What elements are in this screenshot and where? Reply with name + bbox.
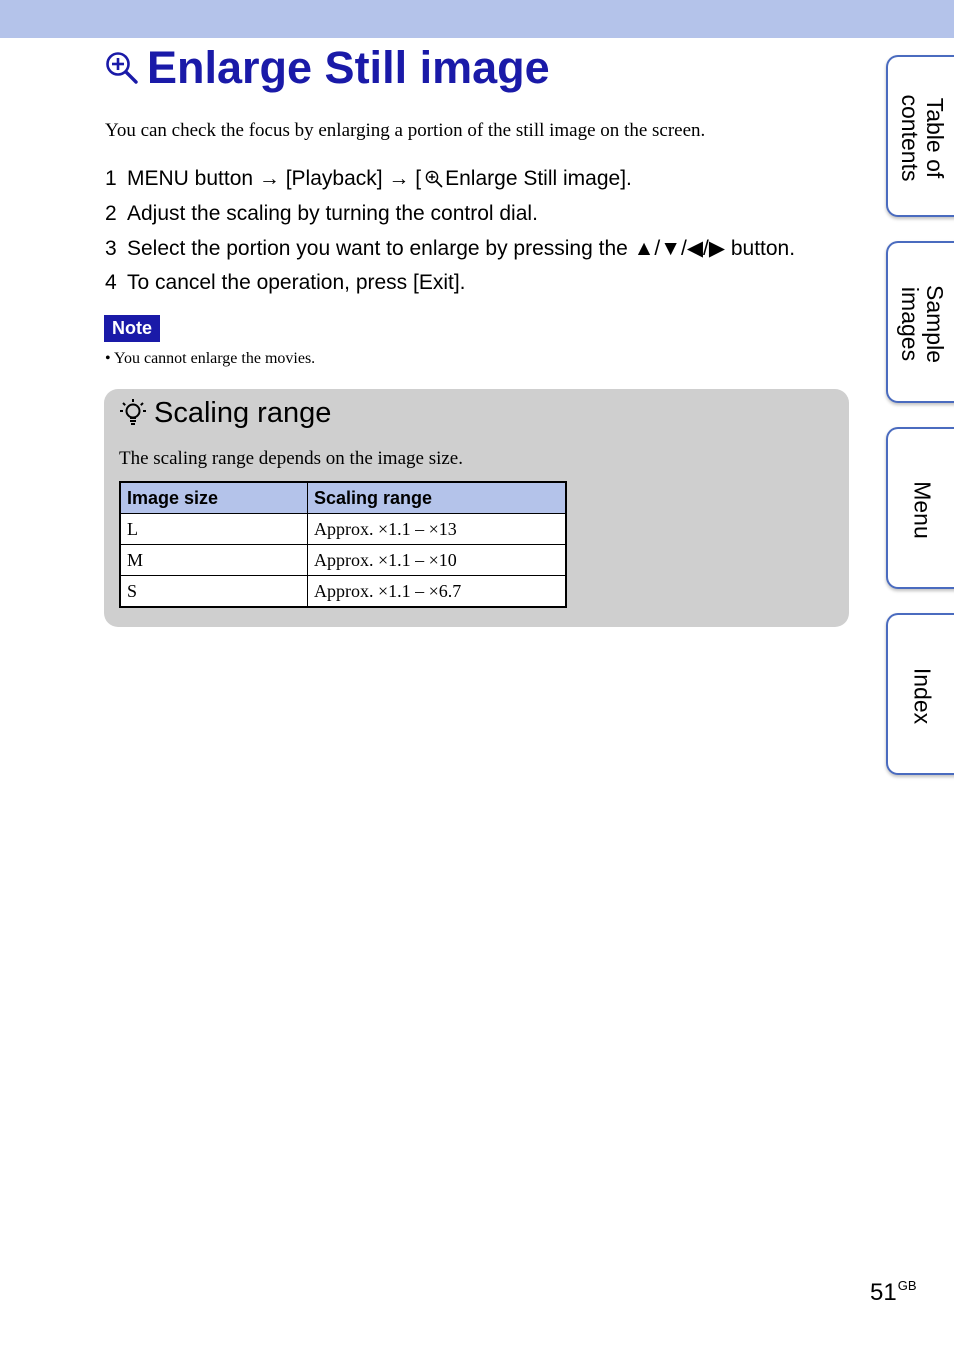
step-number: 4 [105, 271, 117, 295]
tab-label: Index [909, 667, 936, 725]
step-1 [105, 162, 865, 197]
note-text: • You cannot enlarge the movies. [105, 350, 316, 367]
tip-title [118, 395, 331, 431]
scaling-range-table [119, 481, 567, 608]
tab-table-of-contents[interactable] [886, 55, 954, 217]
tab-sample-images[interactable] [886, 241, 954, 403]
table-cell: S [120, 576, 308, 608]
step-text: MENU button → [Playback] → [ [127, 167, 422, 191]
page-number [870, 1278, 917, 1307]
lightbulb-icon [118, 397, 148, 429]
steps-list [105, 162, 865, 301]
table-row [120, 545, 566, 576]
page-number-value: 51 [870, 1279, 897, 1306]
step-text: Adjust the scaling by turning the control dial. [127, 202, 538, 226]
table-cell: M [120, 545, 308, 576]
step-text: Enlarge Still image]. [445, 167, 632, 191]
tab-label: Table of contents [897, 94, 948, 182]
step-number: 2 [105, 202, 117, 226]
step-number: 3 [105, 236, 117, 260]
tab-menu[interactable] [886, 427, 954, 589]
intro-text: You can check the focus by enlarging a portion of the still image on the screen. [105, 120, 706, 141]
tip-title-text: Scaling range [154, 396, 332, 429]
table-cell: Approx. ×1.1 – ×13 [308, 514, 567, 545]
tab-index[interactable] [886, 613, 954, 775]
table-row [120, 576, 566, 608]
header-band [0, 0, 954, 38]
table-cell: Approx. ×1.1 – ×6.7 [308, 576, 567, 608]
page-number-suffix: GB [897, 1278, 917, 1293]
tab-label: Sample images [897, 285, 948, 363]
table-cell: L [120, 514, 308, 545]
tab-label: Menu [909, 481, 936, 539]
step-3 [105, 231, 865, 266]
step-text: Select the portion you want to enlarge by pressing the ▲/▼/◀/▶ button. [127, 237, 796, 261]
zoom-in-icon [425, 170, 443, 188]
page-title-text: Enlarge Still image [147, 42, 550, 93]
table-header-row [120, 482, 566, 514]
step-2 [105, 197, 865, 232]
step-number: 1 [105, 167, 117, 191]
table-cell: Approx. ×1.1 – ×10 [308, 545, 567, 576]
tip-text: The scaling range depends on the image size. [119, 448, 463, 469]
note-badge: Note [104, 315, 160, 342]
table-header-cell: Image size [120, 482, 308, 514]
step-text: To cancel the operation, press [Exit]. [127, 271, 466, 295]
step-4 [105, 266, 865, 301]
table-header-cell: Scaling range [308, 482, 567, 514]
page-title [105, 40, 550, 96]
table-row [120, 514, 566, 545]
tip-box [104, 389, 849, 627]
zoom-in-icon [105, 51, 139, 85]
